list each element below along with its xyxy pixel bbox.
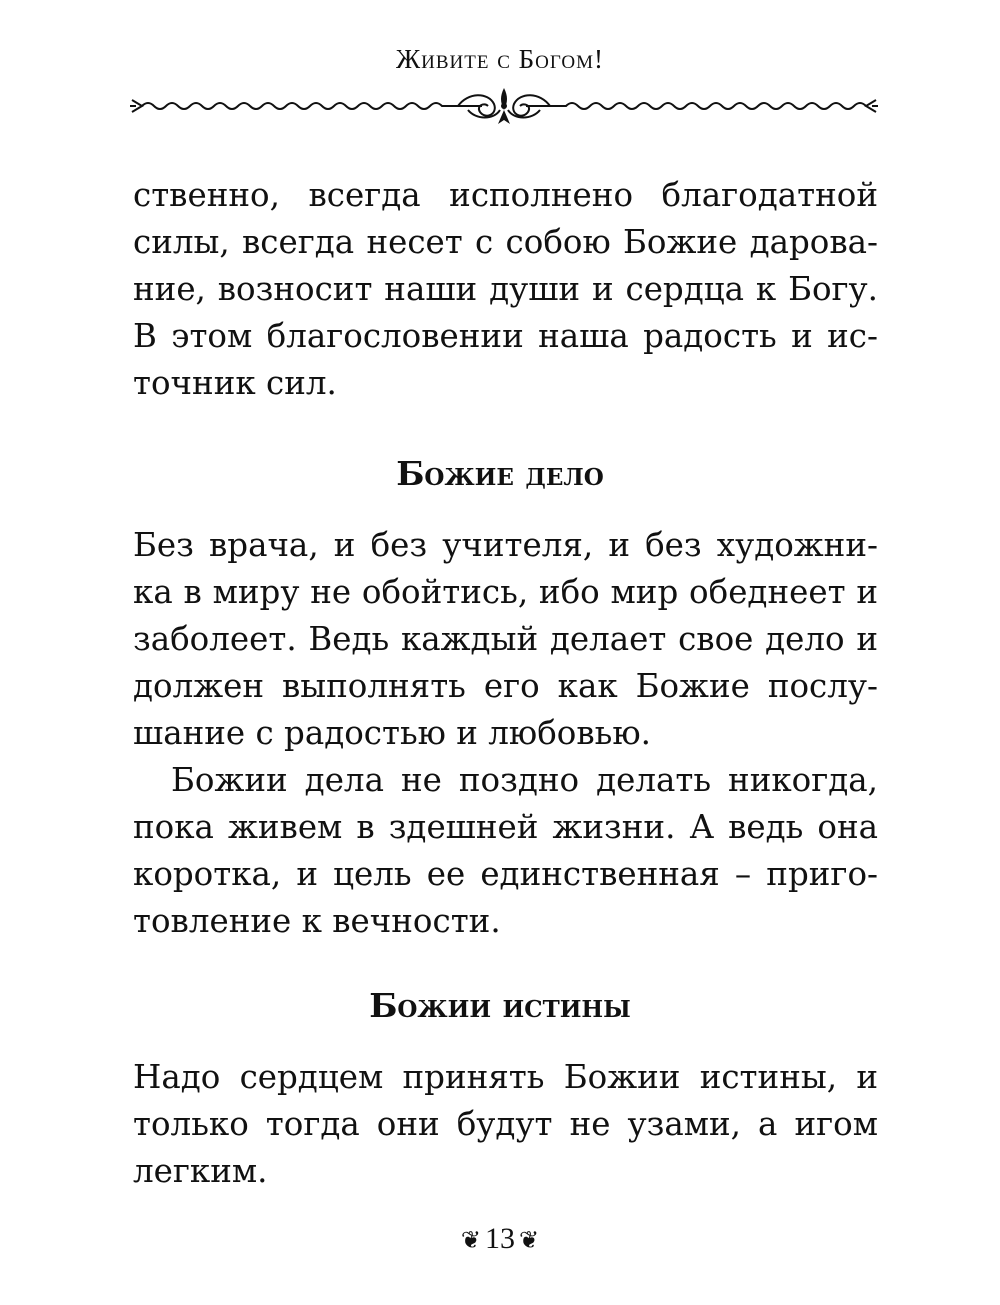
folio-left-ornament-icon: ❦	[460, 1228, 481, 1254]
ornament-right-wave	[526, 103, 866, 109]
text-line: ние, возносит наши души и сердца к Богу.	[133, 270, 878, 308]
section-heading-bozhii-istiny: Божии истины	[369, 986, 631, 1025]
text-line: должен выполнять его как Божие послу-	[133, 667, 878, 705]
text-line: шание с радостью и любовью.	[133, 714, 651, 752]
text-line: точник сил.	[133, 364, 337, 402]
section1-paragraph2	[133, 757, 878, 945]
running-title: Живите с Богом!	[395, 44, 605, 74]
text-line: товление к вечности.	[133, 902, 501, 940]
text-line: Без врача, и без учителя, и без художни-	[133, 526, 878, 564]
text-line: пока живем в здешней жизни. А ведь она	[133, 808, 878, 846]
ornament-left-tip	[130, 100, 142, 112]
section2-paragraph1	[133, 1054, 878, 1195]
text-line: ка в миру не обойтись, ибо мир обеднеет и	[133, 573, 878, 611]
section1-paragraph1	[133, 522, 878, 757]
header-ornament	[128, 84, 880, 134]
ornament-left-wave	[142, 103, 482, 109]
text-line: коротка, и цель ее единственная – приго-	[133, 855, 878, 893]
ornament-center-dot	[501, 103, 507, 109]
section-heading-bozhie-delo: Божие дело	[396, 454, 604, 493]
text-line: ственно, всегда исполнено благодатной	[133, 176, 878, 214]
text-line: силы, всегда несет с собою Божие дарова-	[133, 223, 878, 261]
paragraph-continued	[133, 172, 878, 407]
text-line: Надо сердцем принять Божии истины, и	[133, 1058, 878, 1096]
text-line: заболеет. Ведь каждый делает свое дело и	[133, 620, 878, 658]
text-line: только тогда они будут не узами, а игом	[133, 1105, 878, 1143]
text-line: В этом благословении наша радость и ис-	[133, 317, 878, 355]
page-number: 13	[485, 1222, 515, 1255]
text-line: Божии дела не поздно делать никогда,	[171, 761, 878, 799]
page-number-footer	[0, 1222, 1000, 1256]
ornament-right-tip	[866, 100, 878, 112]
text-line: легким.	[133, 1152, 268, 1190]
folio-right-ornament-icon: ❦	[519, 1228, 540, 1254]
